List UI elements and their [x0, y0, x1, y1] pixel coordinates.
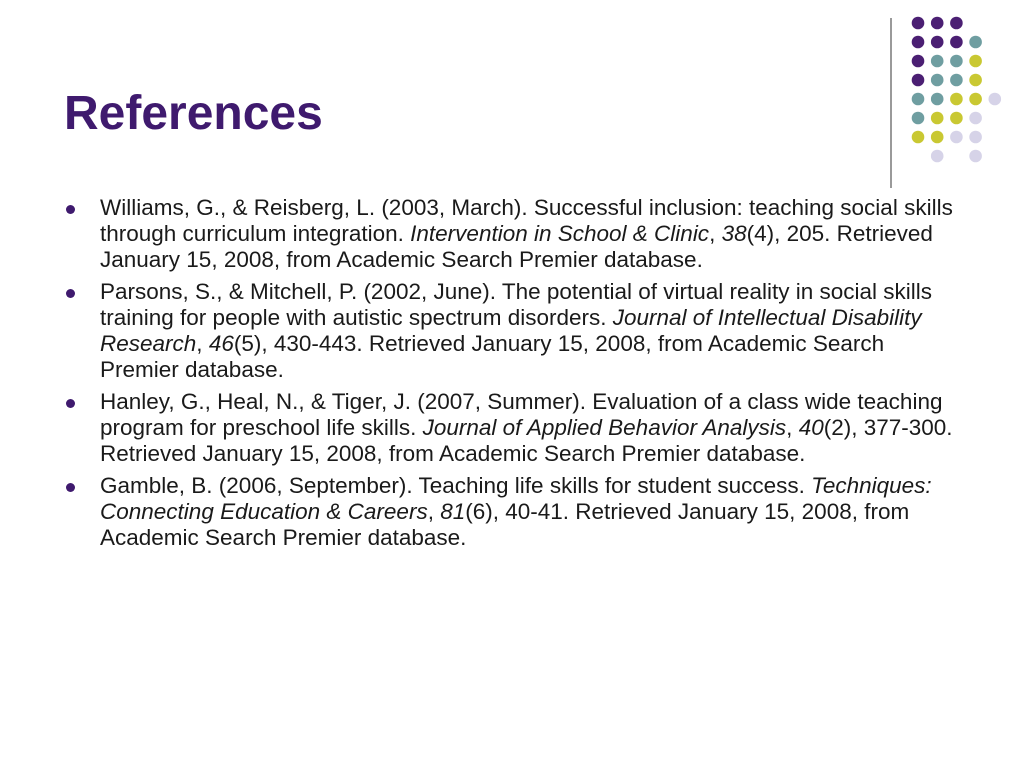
- reference-details: (6), 40-41. Retrieved January 15, 2008, from Academic Search Premier database.: [100, 499, 910, 550]
- reference-authors-title: Parsons, S., & Mitchell, P. (2002, June). The potential of virtual reality in social skills training for people with autistic spectrum disorders.: [100, 279, 933, 330]
- reference-authors-title: Gamble, B. (2006, September). Teaching life skills for student success.: [100, 473, 812, 498]
- reference-separator: ,: [196, 331, 209, 356]
- reference-volume: 81: [440, 499, 466, 524]
- reference-authors-title: Hanley, G., Heal, N., & Tiger, J. (2007, Summer). Evaluation of a class wide teaching program for preschool life skills.: [100, 389, 943, 440]
- reference-journal: Techniques: Connecting Education & Careers: [100, 473, 932, 524]
- reference-journal: Journal of Intellectual Disability Research: [100, 305, 922, 356]
- decorative-dot: [989, 93, 1002, 106]
- decorative-dot: [950, 131, 963, 144]
- reference-details: (2), 377-300. Retrieved January 15, 2008, from Academic Search Premier database.: [100, 415, 953, 466]
- decorative-dot: [950, 17, 963, 30]
- reference-item: [60, 195, 965, 273]
- decorative-dot: [931, 131, 944, 144]
- reference-details: (4), 205. Retrieved January 15, 2008, from Academic Search Premier database.: [100, 221, 933, 272]
- reference-item: [60, 389, 965, 467]
- decorative-dot: [950, 93, 963, 106]
- decorative-dot: [931, 150, 944, 163]
- decorative-dot: [969, 131, 982, 144]
- decorative-dot: [912, 131, 925, 144]
- decorative-dot: [931, 112, 944, 125]
- reference-separator: ,: [427, 499, 441, 524]
- decorative-dot: [931, 17, 944, 30]
- decorative-dot: [969, 93, 982, 106]
- decorative-dot: [912, 93, 925, 106]
- slide-title: References: [64, 87, 323, 140]
- decorative-dot: [969, 150, 982, 163]
- reference-item: [60, 473, 965, 551]
- decorative-dot: [950, 55, 963, 68]
- decorative-dot: [969, 74, 982, 87]
- reference-separator: ,: [709, 221, 722, 246]
- decorative-dot: [950, 36, 963, 49]
- decorative-dot: [931, 55, 944, 68]
- reference-journal: Intervention in School & Clinic: [410, 221, 710, 246]
- decorative-dot: [969, 55, 982, 68]
- reference-authors-title: Williams, G., & Reisberg, L. (2003, March). Successful inclusion: teaching social skills through curriculum integration.: [100, 195, 953, 246]
- decorative-dot: [931, 93, 944, 106]
- reference-journal: Journal of Applied Behavior Analysis: [422, 415, 787, 440]
- decorative-dot: [912, 112, 925, 125]
- decorative-dot: [969, 36, 982, 49]
- decorative-dot: [931, 74, 944, 87]
- decorative-dot: [912, 55, 925, 68]
- decorative-dot: [950, 112, 963, 125]
- reference-item: [60, 279, 965, 383]
- bullet-icon: [66, 289, 75, 298]
- bullet-icon: [66, 483, 75, 492]
- reference-volume: 40: [798, 415, 824, 440]
- decorative-divider-line: [890, 18, 892, 188]
- decorative-dot: [931, 36, 944, 49]
- reference-volume: 46: [208, 331, 234, 356]
- decorative-dot: [912, 36, 925, 49]
- reference-separator: ,: [786, 415, 799, 440]
- decorative-dot: [912, 17, 925, 30]
- reference-details: (5), 430-443. Retrieved January 15, 2008, from Academic Search Premier database.: [100, 331, 885, 382]
- decorative-dot: [969, 112, 982, 125]
- bullet-icon: [66, 205, 75, 214]
- decorative-dot: [950, 74, 963, 87]
- decorative-dot: [912, 74, 925, 87]
- reference-volume: 38: [721, 221, 747, 246]
- reference-list: [60, 195, 965, 557]
- bullet-icon: [66, 399, 75, 408]
